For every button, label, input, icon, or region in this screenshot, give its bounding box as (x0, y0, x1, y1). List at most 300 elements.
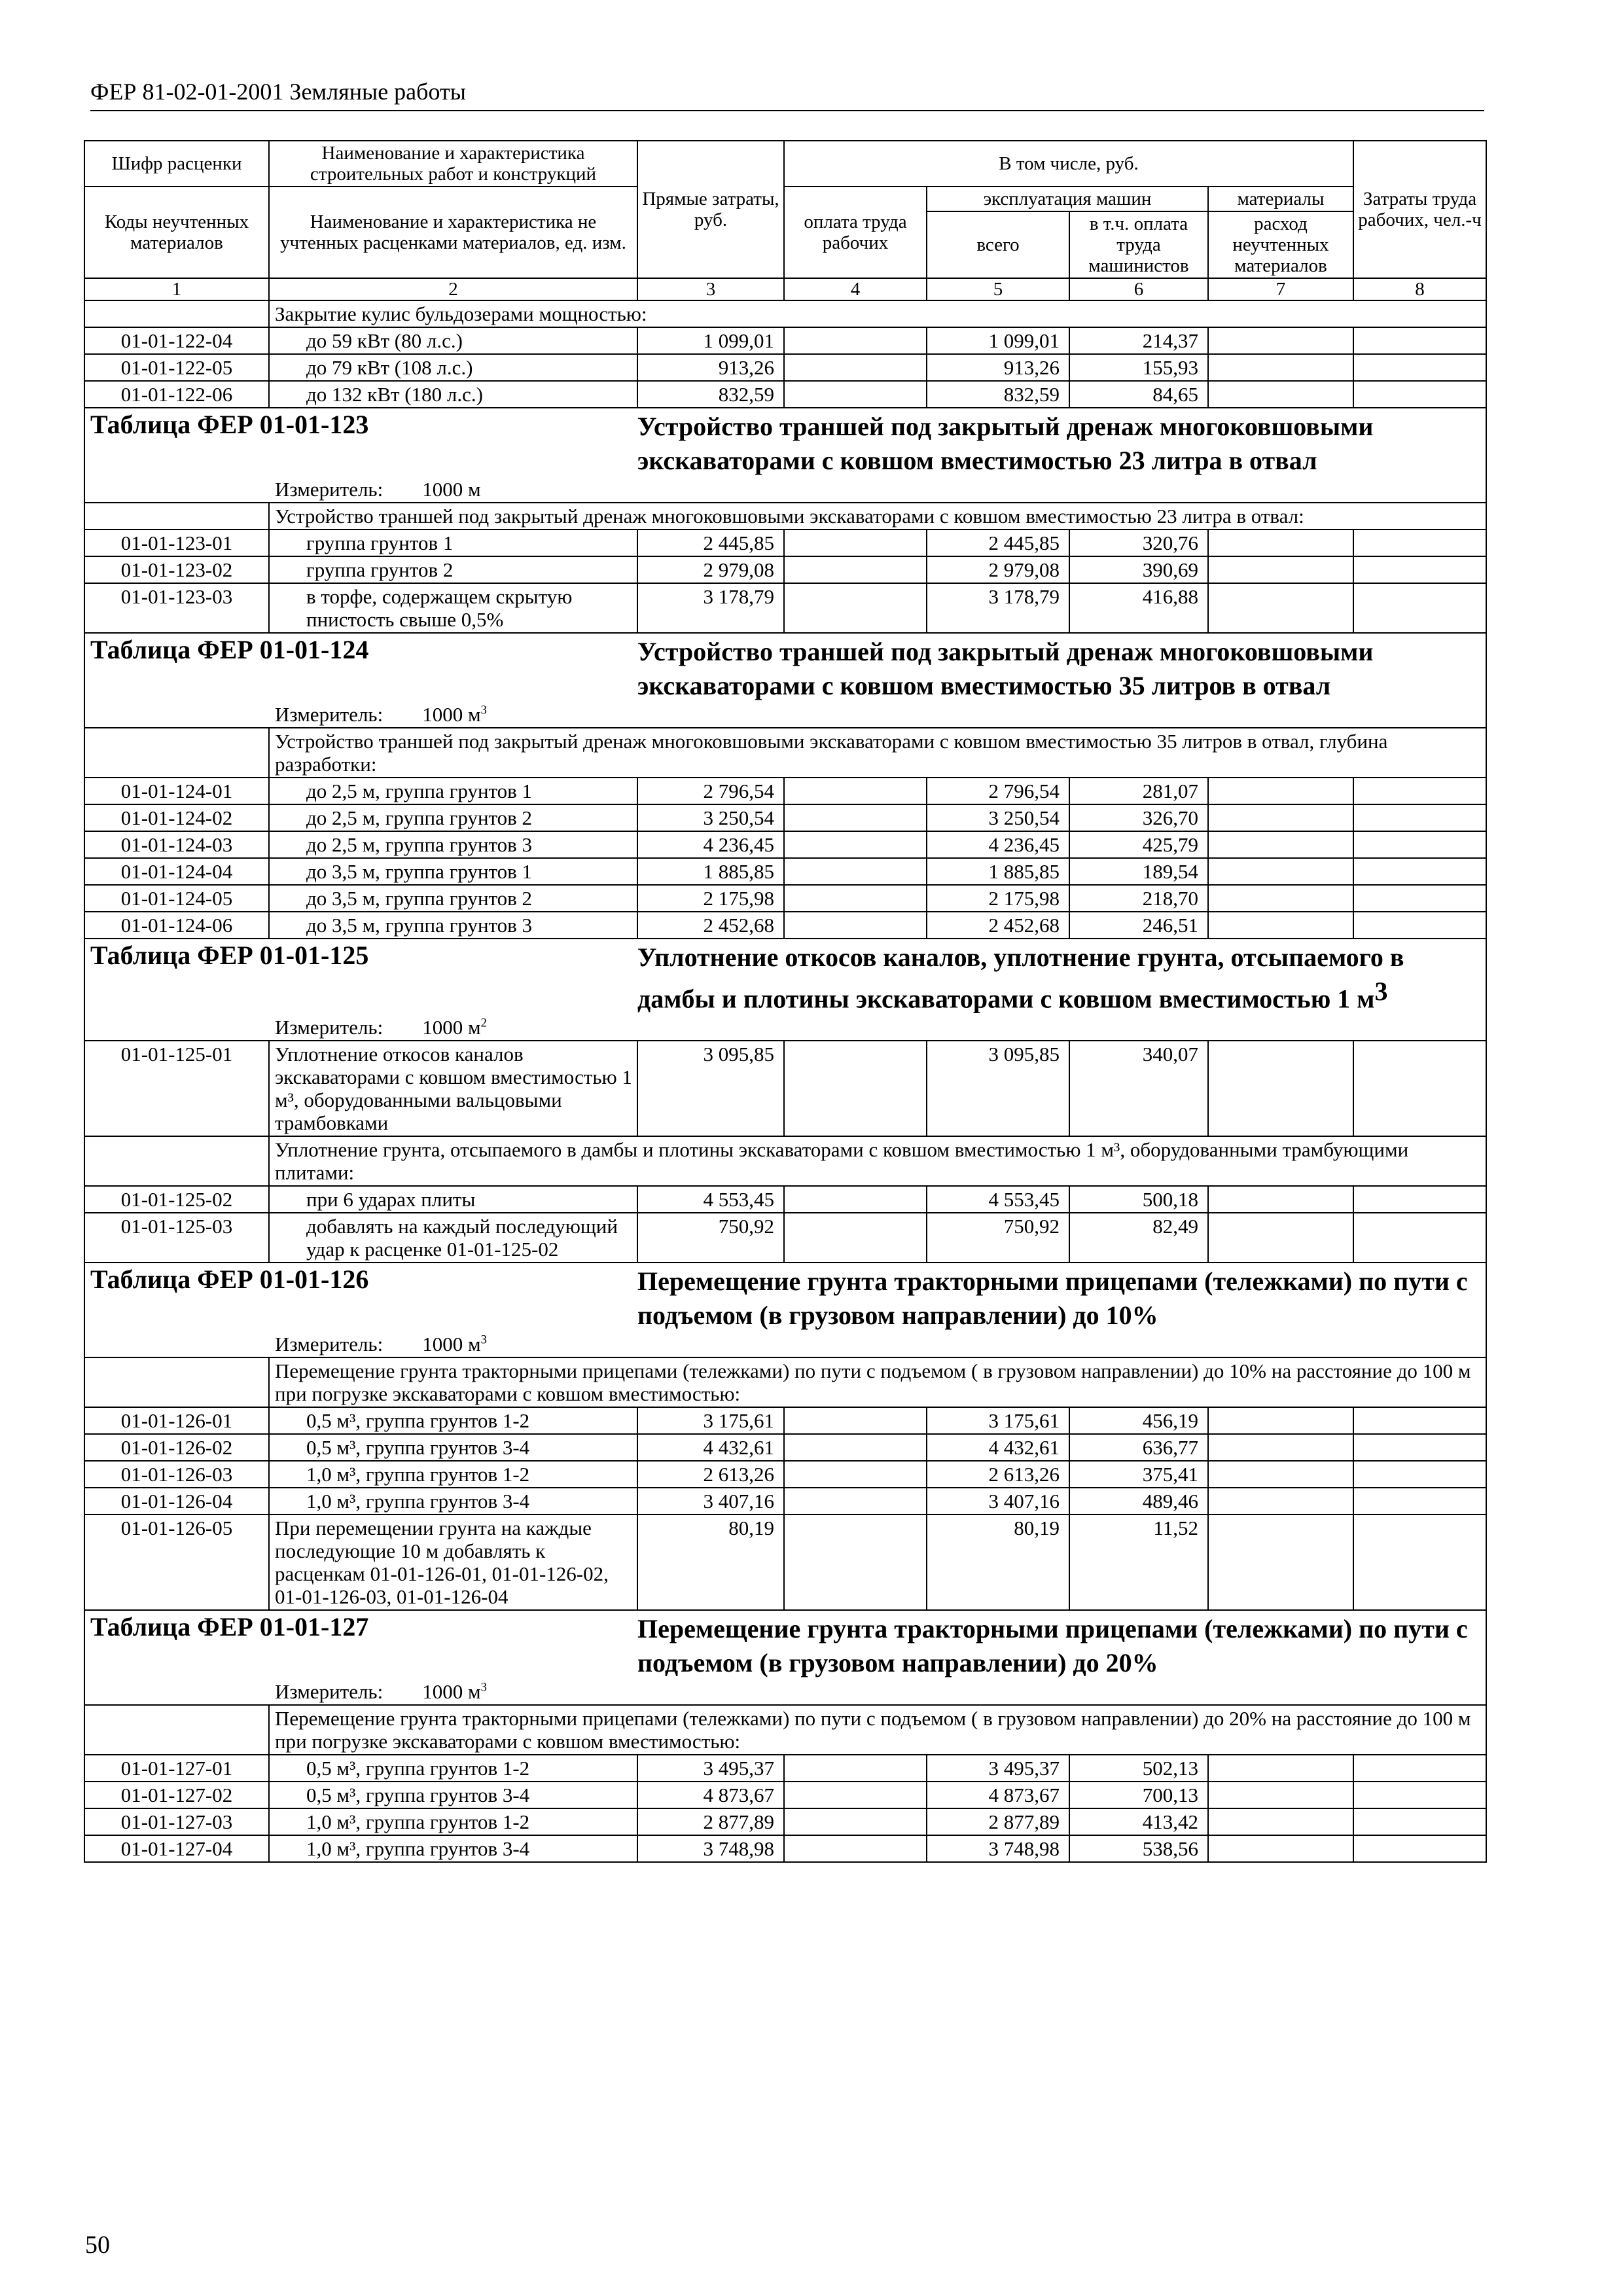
machinist-pay: 489,46 (1069, 1488, 1208, 1515)
labor-cost-cell (1353, 1434, 1486, 1461)
table-title: Уплотнение откосов каналов, уплотнение грунта, отсыпаемого в дамбы и плотины экскаваторами с ковшом вместимостью 1 м (637, 942, 1404, 1014)
measure-cell (84, 1016, 1486, 1041)
rate-name: 0,5 м³, группа грунтов 1-2 (269, 1407, 637, 1434)
materials-cell (1208, 354, 1353, 381)
machines-cost: 3 250,54 (927, 804, 1069, 831)
materials-cell (1208, 556, 1353, 583)
materials-cell (1208, 529, 1353, 556)
table-title-cell (637, 1263, 1486, 1333)
machinist-pay: 416,88 (1069, 583, 1208, 633)
measure-superscript: 2 (480, 1016, 487, 1030)
rate-row (84, 831, 1486, 858)
empty-cell (84, 300, 269, 327)
table-title: Устройство траншей под закрытый дренаж многоковшовыми экскаваторами с ковшом вместимостью 35 литров в отвал (637, 637, 1374, 700)
direct-cost: 2 613,26 (637, 1461, 784, 1488)
direct-cost: 1 885,85 (637, 858, 784, 885)
rate-code: 01-01-124-06 (84, 912, 269, 939)
rate-row (84, 1835, 1486, 1862)
direct-cost: 3 178,79 (637, 583, 784, 633)
materials-cell (1208, 327, 1353, 354)
rate-code: 01-01-124-01 (84, 778, 269, 804)
labor-cost-cell (1353, 354, 1486, 381)
measure-label: Измеритель: (275, 703, 383, 726)
rate-code: 01-01-127-01 (84, 1755, 269, 1782)
rate-name: до 2,5 м, группа грунтов 2 (269, 804, 637, 831)
direct-cost: 750,92 (637, 1213, 784, 1263)
group-row (84, 300, 1486, 327)
rate-name: 1,0 м³, группа грунтов 1-2 (269, 1808, 637, 1835)
rate-code: 01-01-126-05 (84, 1515, 269, 1610)
rate-row (84, 1407, 1486, 1434)
materials-cell (1208, 1782, 1353, 1808)
empty-cell (84, 1136, 269, 1186)
materials-cell (1208, 381, 1353, 408)
machinist-pay: 456,19 (1069, 1407, 1208, 1434)
machines-cost: 2 877,89 (927, 1808, 1069, 1835)
table-title: Устройство траншей под закрытый дренаж многоковшовыми экскаваторами с ковшом вместимостью 23 литра в отвал (637, 412, 1374, 475)
column-number: 2 (269, 278, 637, 300)
column-number: 8 (1353, 278, 1486, 300)
labor-pay-cell (784, 381, 927, 408)
table-label-cell (84, 633, 637, 703)
direct-cost: 80,19 (637, 1515, 784, 1610)
materials-cell (1208, 778, 1353, 804)
labor-cost-cell (1353, 1488, 1486, 1515)
rate-name: при 6 ударах плиты (269, 1186, 637, 1213)
empty-cell (84, 1357, 269, 1407)
table-label: Таблица ФЕР 01-01-126 (90, 1265, 369, 1295)
rate-name: 1,0 м³, группа грунтов 3-4 (269, 1835, 637, 1862)
direct-cost: 4 873,67 (637, 1782, 784, 1808)
direct-cost: 2 445,85 (637, 529, 784, 556)
measure-cell (84, 1333, 1486, 1357)
rate-code: 01-01-124-03 (84, 831, 269, 858)
rate-row (84, 381, 1486, 408)
labor-pay-cell (784, 1407, 927, 1434)
materials-cell (1208, 1213, 1353, 1263)
labor-cost-cell (1353, 1782, 1486, 1808)
measure-row (84, 1016, 1486, 1041)
labor-cost-cell (1353, 1041, 1486, 1136)
group-row (84, 1705, 1486, 1755)
machines-cost: 2 979,08 (927, 556, 1069, 583)
page-number: 50 (85, 2231, 110, 2259)
labor-cost-cell (1353, 1186, 1486, 1213)
column-number: 5 (927, 278, 1069, 300)
measure-row (84, 1333, 1486, 1357)
materials-cell (1208, 1407, 1353, 1434)
rate-code: 01-01-122-04 (84, 327, 269, 354)
rate-code: 01-01-123-02 (84, 556, 269, 583)
materials-cell (1208, 858, 1353, 885)
col-materials-use: расход неучтенных материалов (1208, 211, 1353, 278)
labor-cost-cell (1353, 885, 1486, 912)
labor-cost-cell (1353, 804, 1486, 831)
measure-value: 1000 м (422, 478, 481, 501)
measure-label: Измеритель: (275, 478, 383, 501)
column-numbers-row (84, 278, 1486, 300)
col-code-top: Шифр расценки (84, 141, 269, 187)
rate-code: 01-01-125-03 (84, 1213, 269, 1263)
col-incl: В том числе, руб. (784, 141, 1353, 187)
rate-name: Уплотнение откосов каналов экскаваторами с ковшом вместимостью 1 м³, оборудованными вальцовыми трамбовками (269, 1041, 637, 1136)
machinist-pay: 340,07 (1069, 1041, 1208, 1136)
direct-cost: 4 236,45 (637, 831, 784, 858)
measure-cell (84, 478, 1486, 503)
rate-row (84, 1041, 1486, 1136)
table-label-cell (84, 1610, 637, 1680)
labor-pay-cell (784, 354, 927, 381)
rate-row (84, 912, 1486, 939)
col-materials: материалы (1208, 187, 1353, 211)
rate-row (84, 1461, 1486, 1488)
labor-pay-cell (784, 885, 927, 912)
machines-cost: 2 613,26 (927, 1461, 1069, 1488)
measure-cell (84, 703, 1486, 728)
labor-pay-cell (784, 1808, 927, 1835)
col-name-bottom: Наименование и характеристика не учтенных расценками материалов, ед. изм. (269, 187, 637, 278)
header-row-1 (84, 141, 1486, 187)
table-label-cell (84, 408, 637, 478)
rate-row (84, 327, 1486, 354)
rate-code: 01-01-126-03 (84, 1461, 269, 1488)
group-description: Уплотнение грунта, отсыпаемого в дамбы и плотины экскаваторами с ковшом вместимостью 1 м³, оборудованными трамбующими плитами: (269, 1136, 1486, 1186)
measure-row (84, 1680, 1486, 1705)
rate-name: в торфе, содержащем скрытую пнистость свыше 0,5% (269, 583, 637, 633)
direct-cost: 4 553,45 (637, 1186, 784, 1213)
rate-code: 01-01-127-04 (84, 1835, 269, 1862)
group-description: Перемещение грунта тракторными прицепами (тележками) по пути с подъемом ( в грузовом направлении) до 10% на расстояние до 100 м при погрузке экскаваторами с ковшом вместимостью: (269, 1357, 1486, 1407)
machines-cost: 2 175,98 (927, 885, 1069, 912)
materials-cell (1208, 1461, 1353, 1488)
machines-cost: 80,19 (927, 1515, 1069, 1610)
labor-cost-cell (1353, 831, 1486, 858)
rate-row (84, 1434, 1486, 1461)
col-direct: Прямые затраты, руб. (637, 141, 784, 278)
table-title-cell (637, 939, 1486, 1016)
table-title: Перемещение грунта тракторными прицепами (тележками) по пути с подъемом (в грузовом направлении) до 20% (637, 1614, 1468, 1678)
labor-pay-cell (784, 1755, 927, 1782)
group-description: Устройство траншей под закрытый дренаж многоковшовыми экскаваторами с ковшом вместимостью 23 литра в отвал: (269, 503, 1486, 529)
rate-code: 01-01-125-02 (84, 1186, 269, 1213)
labor-pay-cell (784, 529, 927, 556)
labor-cost-cell (1353, 778, 1486, 804)
labor-pay-cell (784, 556, 927, 583)
machines-cost: 3 495,37 (927, 1755, 1069, 1782)
materials-cell (1208, 1434, 1353, 1461)
machinist-pay: 246,51 (1069, 912, 1208, 939)
group-description: Закрытие кулис бульдозерами мощностью: (269, 300, 1486, 327)
machinist-pay: 281,07 (1069, 778, 1208, 804)
machines-cost: 913,26 (927, 354, 1069, 381)
rate-row (84, 1782, 1486, 1808)
rate-code: 01-01-127-03 (84, 1808, 269, 1835)
labor-pay-cell (784, 912, 927, 939)
rate-code: 01-01-124-02 (84, 804, 269, 831)
rate-table (84, 140, 1487, 1863)
rate-row (84, 858, 1486, 885)
materials-cell (1208, 912, 1353, 939)
col-code-bottom: Коды неучтенных материалов (84, 187, 269, 278)
rate-code: 01-01-127-02 (84, 1782, 269, 1808)
labor-pay-cell (784, 1461, 927, 1488)
labor-cost-cell (1353, 381, 1486, 408)
measure-value: 1000 м (422, 1680, 481, 1704)
table-title-cell (637, 633, 1486, 703)
direct-cost: 2 452,68 (637, 912, 784, 939)
labor-cost-cell (1353, 583, 1486, 633)
rate-row (84, 1488, 1486, 1515)
rate-row (84, 1186, 1486, 1213)
machinist-pay: 500,18 (1069, 1186, 1208, 1213)
empty-cell (84, 1705, 269, 1755)
measure-label: Измеритель: (275, 1016, 383, 1039)
rate-code: 01-01-123-01 (84, 529, 269, 556)
column-number: 6 (1069, 278, 1208, 300)
machines-cost: 1 099,01 (927, 327, 1069, 354)
rate-row (84, 354, 1486, 381)
direct-cost: 832,59 (637, 381, 784, 408)
materials-cell (1208, 1186, 1353, 1213)
table-title-row (84, 408, 1486, 478)
labor-cost-cell (1353, 556, 1486, 583)
empty-cell (84, 728, 269, 778)
table-title-row (84, 633, 1486, 703)
machinist-pay: 538,56 (1069, 1835, 1208, 1862)
direct-cost: 2 796,54 (637, 778, 784, 804)
machines-cost: 832,59 (927, 381, 1069, 408)
labor-cost-cell (1353, 1407, 1486, 1434)
rate-row (84, 1808, 1486, 1835)
direct-cost: 2 979,08 (637, 556, 784, 583)
rate-name: до 2,5 м, группа грунтов 1 (269, 778, 637, 804)
rate-row (84, 1213, 1486, 1263)
machines-cost: 3 178,79 (927, 583, 1069, 633)
rate-row (84, 778, 1486, 804)
rate-row (84, 1755, 1486, 1782)
table-label: Таблица ФЕР 01-01-124 (90, 635, 369, 664)
table-title-cell (637, 408, 1486, 478)
rate-code: 01-01-125-01 (84, 1041, 269, 1136)
measure-label: Измеритель: (275, 1680, 383, 1704)
measure-cell (84, 1680, 1486, 1705)
materials-cell (1208, 1041, 1353, 1136)
direct-cost: 3 748,98 (637, 1835, 784, 1862)
machinist-pay: 189,54 (1069, 858, 1208, 885)
col-labor-pay: оплата труда рабочих (784, 187, 927, 278)
labor-pay-cell (784, 1041, 927, 1136)
measure-row (84, 478, 1486, 503)
labor-cost-cell (1353, 529, 1486, 556)
labor-pay-cell (784, 778, 927, 804)
labor-cost-cell (1353, 1808, 1486, 1835)
labor-pay-cell (784, 831, 927, 858)
machinist-pay: 502,13 (1069, 1755, 1208, 1782)
rate-name: При перемещении грунта на каждые последующие 10 м добавлять к расценкам 01-01-126-01, 01-01-126-02, 01-01-126-03, 01-01-126-04 (269, 1515, 637, 1610)
rate-code: 01-01-124-04 (84, 858, 269, 885)
document-title: ФЕР 81-02-01-2001 Земляные работы (90, 79, 466, 105)
table-label: Таблица ФЕР 01-01-125 (90, 941, 369, 970)
machinist-pay: 155,93 (1069, 354, 1208, 381)
machines-cost: 4 236,45 (927, 831, 1069, 858)
materials-cell (1208, 1835, 1353, 1862)
measure-value: 1000 м (422, 703, 481, 726)
labor-cost-cell (1353, 1515, 1486, 1610)
materials-cell (1208, 804, 1353, 831)
labor-pay-cell (784, 1835, 927, 1862)
labor-pay-cell (784, 1488, 927, 1515)
rate-name: 1,0 м³, группа грунтов 3-4 (269, 1488, 637, 1515)
empty-cell (84, 503, 269, 529)
table-label-cell (84, 1263, 637, 1333)
direct-cost: 3 250,54 (637, 804, 784, 831)
labor-cost-cell (1353, 858, 1486, 885)
machines-cost: 2 796,54 (927, 778, 1069, 804)
title-superscript: 3 (1374, 977, 1388, 1006)
machinist-pay: 375,41 (1069, 1461, 1208, 1488)
column-number: 4 (784, 278, 927, 300)
labor-pay-cell (784, 858, 927, 885)
group-row (84, 1136, 1486, 1186)
column-number: 7 (1208, 278, 1353, 300)
table-label: Таблица ФЕР 01-01-123 (90, 410, 369, 439)
direct-cost: 2 877,89 (637, 1808, 784, 1835)
col-name-top: Наименование и характеристика строительных работ и конструкций (269, 141, 637, 187)
measure-value: 1000 м (422, 1016, 481, 1039)
direct-cost: 4 432,61 (637, 1434, 784, 1461)
measure-superscript: 3 (480, 703, 487, 717)
direct-cost: 1 099,01 (637, 327, 784, 354)
table-title-cell (637, 1610, 1486, 1680)
rate-name: добавлять на каждый последующий удар к расценке 01-01-125-02 (269, 1213, 637, 1263)
machinist-pay: 218,70 (1069, 885, 1208, 912)
machinist-pay: 84,65 (1069, 381, 1208, 408)
group-row (84, 503, 1486, 529)
rate-name: до 79 кВт (108 л.с.) (269, 354, 637, 381)
direct-cost: 3 407,16 (637, 1488, 784, 1515)
measure-row (84, 703, 1486, 728)
group-description: Перемещение грунта тракторными прицепами (тележками) по пути с подъемом ( в грузовом направлении) до 20% на расстояние до 100 м при погрузке экскаваторами с ковшом вместимостью: (269, 1705, 1486, 1755)
materials-cell (1208, 583, 1353, 633)
materials-cell (1208, 831, 1353, 858)
rate-row (84, 556, 1486, 583)
col-machines: эксплуатация машин (927, 187, 1208, 211)
rate-name: группа грунтов 2 (269, 556, 637, 583)
machines-cost: 3 175,61 (927, 1407, 1069, 1434)
table-title-row (84, 1610, 1486, 1680)
rate-name: 1,0 м³, группа грунтов 1-2 (269, 1461, 637, 1488)
measure-superscript: 3 (480, 1681, 487, 1695)
machinist-pay: 425,79 (1069, 831, 1208, 858)
labor-cost-cell (1353, 912, 1486, 939)
rate-code: 01-01-126-02 (84, 1434, 269, 1461)
col-labor-cost: Затраты труда рабочих, чел.-ч (1353, 141, 1486, 278)
labor-cost-cell (1353, 327, 1486, 354)
rate-row (84, 1515, 1486, 1610)
rate-code: 01-01-124-05 (84, 885, 269, 912)
rate-name: 0,5 м³, группа грунтов 3-4 (269, 1782, 637, 1808)
machines-cost: 4 432,61 (927, 1434, 1069, 1461)
labor-pay-cell (784, 1186, 927, 1213)
materials-cell (1208, 1755, 1353, 1782)
header-row-2 (84, 187, 1486, 211)
rate-row (84, 583, 1486, 633)
labor-cost-cell (1353, 1755, 1486, 1782)
table-label-cell (84, 939, 637, 1016)
labor-pay-cell (784, 804, 927, 831)
direct-cost: 2 175,98 (637, 885, 784, 912)
machinist-pay: 11,52 (1069, 1515, 1208, 1610)
column-number: 3 (637, 278, 784, 300)
machines-cost: 3 095,85 (927, 1041, 1069, 1136)
materials-cell (1208, 1808, 1353, 1835)
table-label: Таблица ФЕР 01-01-127 (90, 1612, 369, 1642)
rate-name: до 3,5 м, группа грунтов 1 (269, 858, 637, 885)
machines-cost: 4 873,67 (927, 1782, 1069, 1808)
rate-code: 01-01-123-03 (84, 583, 269, 633)
table-title-row (84, 939, 1486, 1016)
labor-pay-cell (784, 327, 927, 354)
labor-pay-cell (784, 1782, 927, 1808)
col-machines-pay: в т.ч. оплата труда машинистов (1069, 211, 1208, 278)
table-title: Перемещение грунта тракторными прицепами (тележками) по пути с подъемом (в грузовом направлении) до 10% (637, 1266, 1468, 1331)
labor-pay-cell (784, 1213, 927, 1263)
rate-name: до 132 кВт (180 л.с.) (269, 381, 637, 408)
rate-code: 01-01-126-04 (84, 1488, 269, 1515)
materials-cell (1208, 1488, 1353, 1515)
direct-cost: 913,26 (637, 354, 784, 381)
machinist-pay: 700,13 (1069, 1782, 1208, 1808)
machines-cost: 750,92 (927, 1213, 1069, 1263)
group-row (84, 1357, 1486, 1407)
rate-name: до 3,5 м, группа грунтов 3 (269, 912, 637, 939)
machinist-pay: 326,70 (1069, 804, 1208, 831)
machinist-pay: 82,49 (1069, 1213, 1208, 1263)
machines-cost: 2 452,68 (927, 912, 1069, 939)
labor-pay-cell (784, 1515, 927, 1610)
machinist-pay: 390,69 (1069, 556, 1208, 583)
direct-cost: 3 175,61 (637, 1407, 784, 1434)
measure-value: 1000 м (422, 1333, 481, 1356)
rate-code: 01-01-126-01 (84, 1407, 269, 1434)
document-header (90, 77, 1484, 111)
col-machines-total: всего (927, 211, 1069, 278)
materials-cell (1208, 885, 1353, 912)
rate-row (84, 529, 1486, 556)
group-description: Устройство траншей под закрытый дренаж многоковшовыми экскаваторами с ковшом вместимостью 35 литров в отвал, глубина разработки: (269, 728, 1486, 778)
rate-code: 01-01-122-06 (84, 381, 269, 408)
table-title-row (84, 1263, 1486, 1333)
labor-pay-cell (784, 583, 927, 633)
machinist-pay: 214,37 (1069, 327, 1208, 354)
rate-code: 01-01-122-05 (84, 354, 269, 381)
machines-cost: 2 445,85 (927, 529, 1069, 556)
measure-label: Измеритель: (275, 1333, 383, 1356)
rate-name: группа грунтов 1 (269, 529, 637, 556)
labor-cost-cell (1353, 1461, 1486, 1488)
machines-cost: 4 553,45 (927, 1186, 1069, 1213)
machinist-pay: 636,77 (1069, 1434, 1208, 1461)
machines-cost: 1 885,85 (927, 858, 1069, 885)
rate-row (84, 804, 1486, 831)
direct-cost: 3 095,85 (637, 1041, 784, 1136)
rate-name: 0,5 м³, группа грунтов 3-4 (269, 1434, 637, 1461)
group-row (84, 728, 1486, 778)
machines-cost: 3 407,16 (927, 1488, 1069, 1515)
measure-superscript: 3 (480, 1333, 487, 1347)
rate-row (84, 885, 1486, 912)
machines-cost: 3 748,98 (927, 1835, 1069, 1862)
